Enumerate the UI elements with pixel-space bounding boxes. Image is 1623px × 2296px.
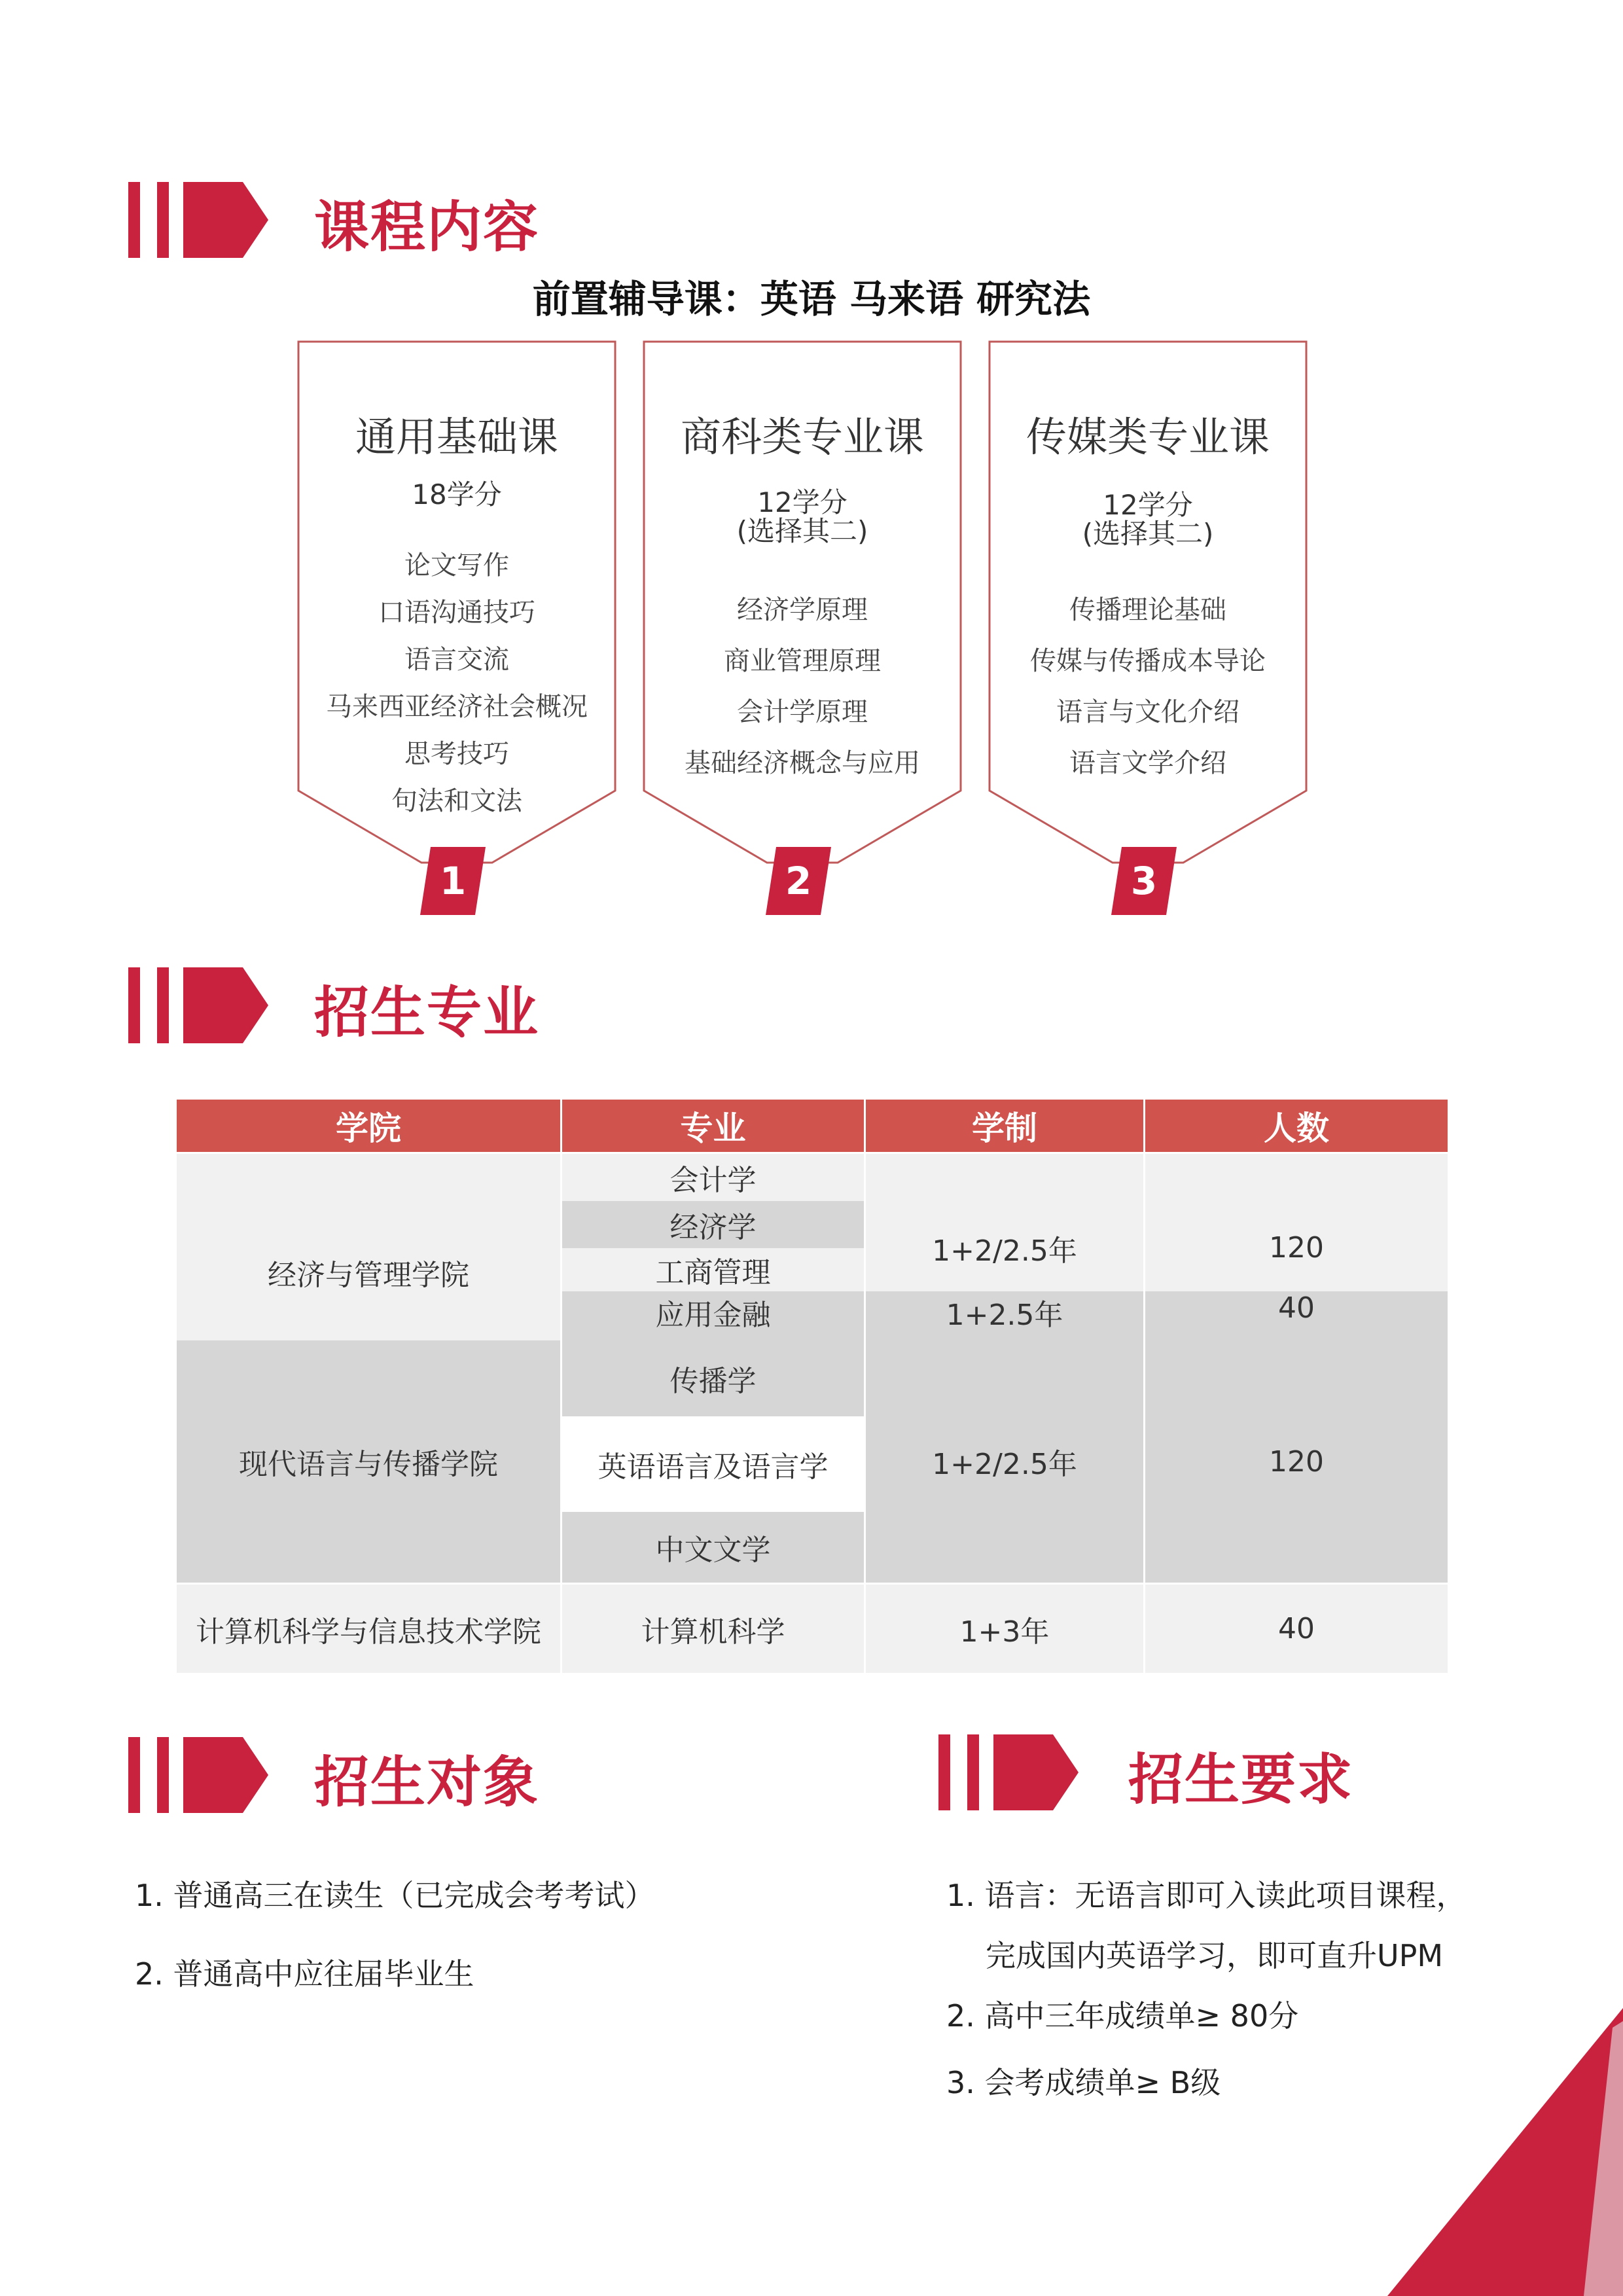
table-cell-duration: 1+2/2.5年 xyxy=(866,1154,1143,1342)
list-item: 2. 普通高中应往届毕业生 xyxy=(135,1956,474,1992)
list-item: 基础经济概念与应用 xyxy=(685,748,920,778)
section-icon xyxy=(128,967,272,1043)
list-item: 语言交流 xyxy=(404,645,509,675)
table-cell-major: 应用金融 xyxy=(562,1291,864,1391)
section-title-course: 课程内容 xyxy=(314,195,540,259)
list-item: 论文写作 xyxy=(404,550,509,581)
table-cell-major: 中文文学 xyxy=(562,1512,864,1583)
course-card-business xyxy=(641,339,963,915)
list-item: 语言文学介绍 xyxy=(1069,748,1226,778)
card-credit-note: (选择其二) xyxy=(736,515,868,547)
table-cell-major: 计算机科学 xyxy=(562,1585,864,1673)
card-number: 2 xyxy=(785,859,812,903)
card-credit: 18学分 xyxy=(412,478,502,511)
card-course-list xyxy=(987,589,1309,793)
list-item: 完成国内英语学习，即可直升UPM xyxy=(986,1938,1444,1973)
card-number-badge xyxy=(1111,847,1177,915)
card-title: 通用基础课 xyxy=(355,413,558,461)
card-credit: 12学分 xyxy=(757,486,847,518)
table-cell-college: 经济与管理学院 xyxy=(177,1154,560,1391)
table-cell-count: 120 xyxy=(1145,1154,1448,1342)
table-cell-major: 英语语言及语言学 xyxy=(562,1416,864,1512)
list-item: 马来西亚经济社会概况 xyxy=(326,692,588,722)
card-course-list xyxy=(296,545,618,827)
table-header: 学制 xyxy=(866,1100,1143,1152)
table-cell-major: 传播学 xyxy=(562,1340,864,1416)
card-title: 传媒类专业课 xyxy=(1026,413,1270,461)
card-title: 商科类专业课 xyxy=(680,413,924,461)
table-header: 人数 xyxy=(1145,1100,1448,1152)
majors-table xyxy=(177,1100,1448,1673)
table-cell-duration: 1+2.5年 xyxy=(866,1291,1143,1391)
section-icon xyxy=(128,1737,272,1813)
section-icon xyxy=(128,182,272,258)
card-credit: 12学分 xyxy=(1103,489,1193,521)
card-number: 1 xyxy=(439,859,467,903)
target-list xyxy=(135,1872,855,2003)
list-item: 2. 高中三年成绩单≥ 80分 xyxy=(946,1998,1299,2034)
table-cell-count: 40 xyxy=(1145,1585,1448,1673)
list-item: 1. 普通高三在读生（已完成会考考试） xyxy=(135,1878,655,1913)
list-item: 1. 语言：无语言即可入读此项目课程， xyxy=(946,1878,1467,1913)
table-cell-major: 会计学 xyxy=(562,1154,864,1201)
course-card-general xyxy=(296,339,618,915)
card-course-list xyxy=(641,589,963,793)
table-cell-duration: 1+3年 xyxy=(866,1585,1143,1673)
card-number: 3 xyxy=(1130,859,1158,903)
list-item: 3. 会考成绩单≥ B级 xyxy=(946,2065,1221,2100)
prep-courses-line: 前置辅导课：英语 马来语 研究法 xyxy=(532,277,1091,321)
card-number-badge xyxy=(766,847,831,915)
list-item: 思考技巧 xyxy=(404,739,509,769)
list-item: 会计学原理 xyxy=(737,697,868,727)
corner-triangle-decoration xyxy=(1387,2008,1623,2296)
table-cell-college: 现代语言与传播学院 xyxy=(177,1340,560,1583)
section-title-target: 招生对象 xyxy=(314,1750,540,1814)
section-title-majors: 招生专业 xyxy=(314,980,540,1045)
table-cell-college: 计算机科学与信息技术学院 xyxy=(177,1585,560,1673)
list-item: 经济学原理 xyxy=(737,595,868,625)
table-header: 学院 xyxy=(177,1100,560,1152)
list-item: 传媒与传播成本导论 xyxy=(1030,646,1266,676)
list-item: 句法和文法 xyxy=(391,786,522,816)
card-number-badge xyxy=(420,847,486,915)
list-item: 商业管理原理 xyxy=(724,646,881,676)
section-title-requirements: 招生要求 xyxy=(1128,1748,1354,1812)
list-item: 口语沟通技巧 xyxy=(378,598,535,628)
table-cell-major: 工商管理 xyxy=(562,1248,864,1291)
table-cell-count: 40 xyxy=(1145,1291,1448,1391)
section-icon xyxy=(938,1734,1082,1810)
list-item: 语言与文化介绍 xyxy=(1056,697,1240,727)
list-item: 传播理论基础 xyxy=(1069,595,1226,625)
table-header: 专业 xyxy=(562,1100,864,1152)
table-cell-duration: 1+2/2.5年 xyxy=(866,1340,1143,1583)
table-cell-count: 120 xyxy=(1145,1340,1448,1583)
card-credit-note: (选择其二) xyxy=(1082,518,1214,550)
course-card-media xyxy=(987,339,1309,915)
table-cell-major: 经济学 xyxy=(562,1201,864,1248)
